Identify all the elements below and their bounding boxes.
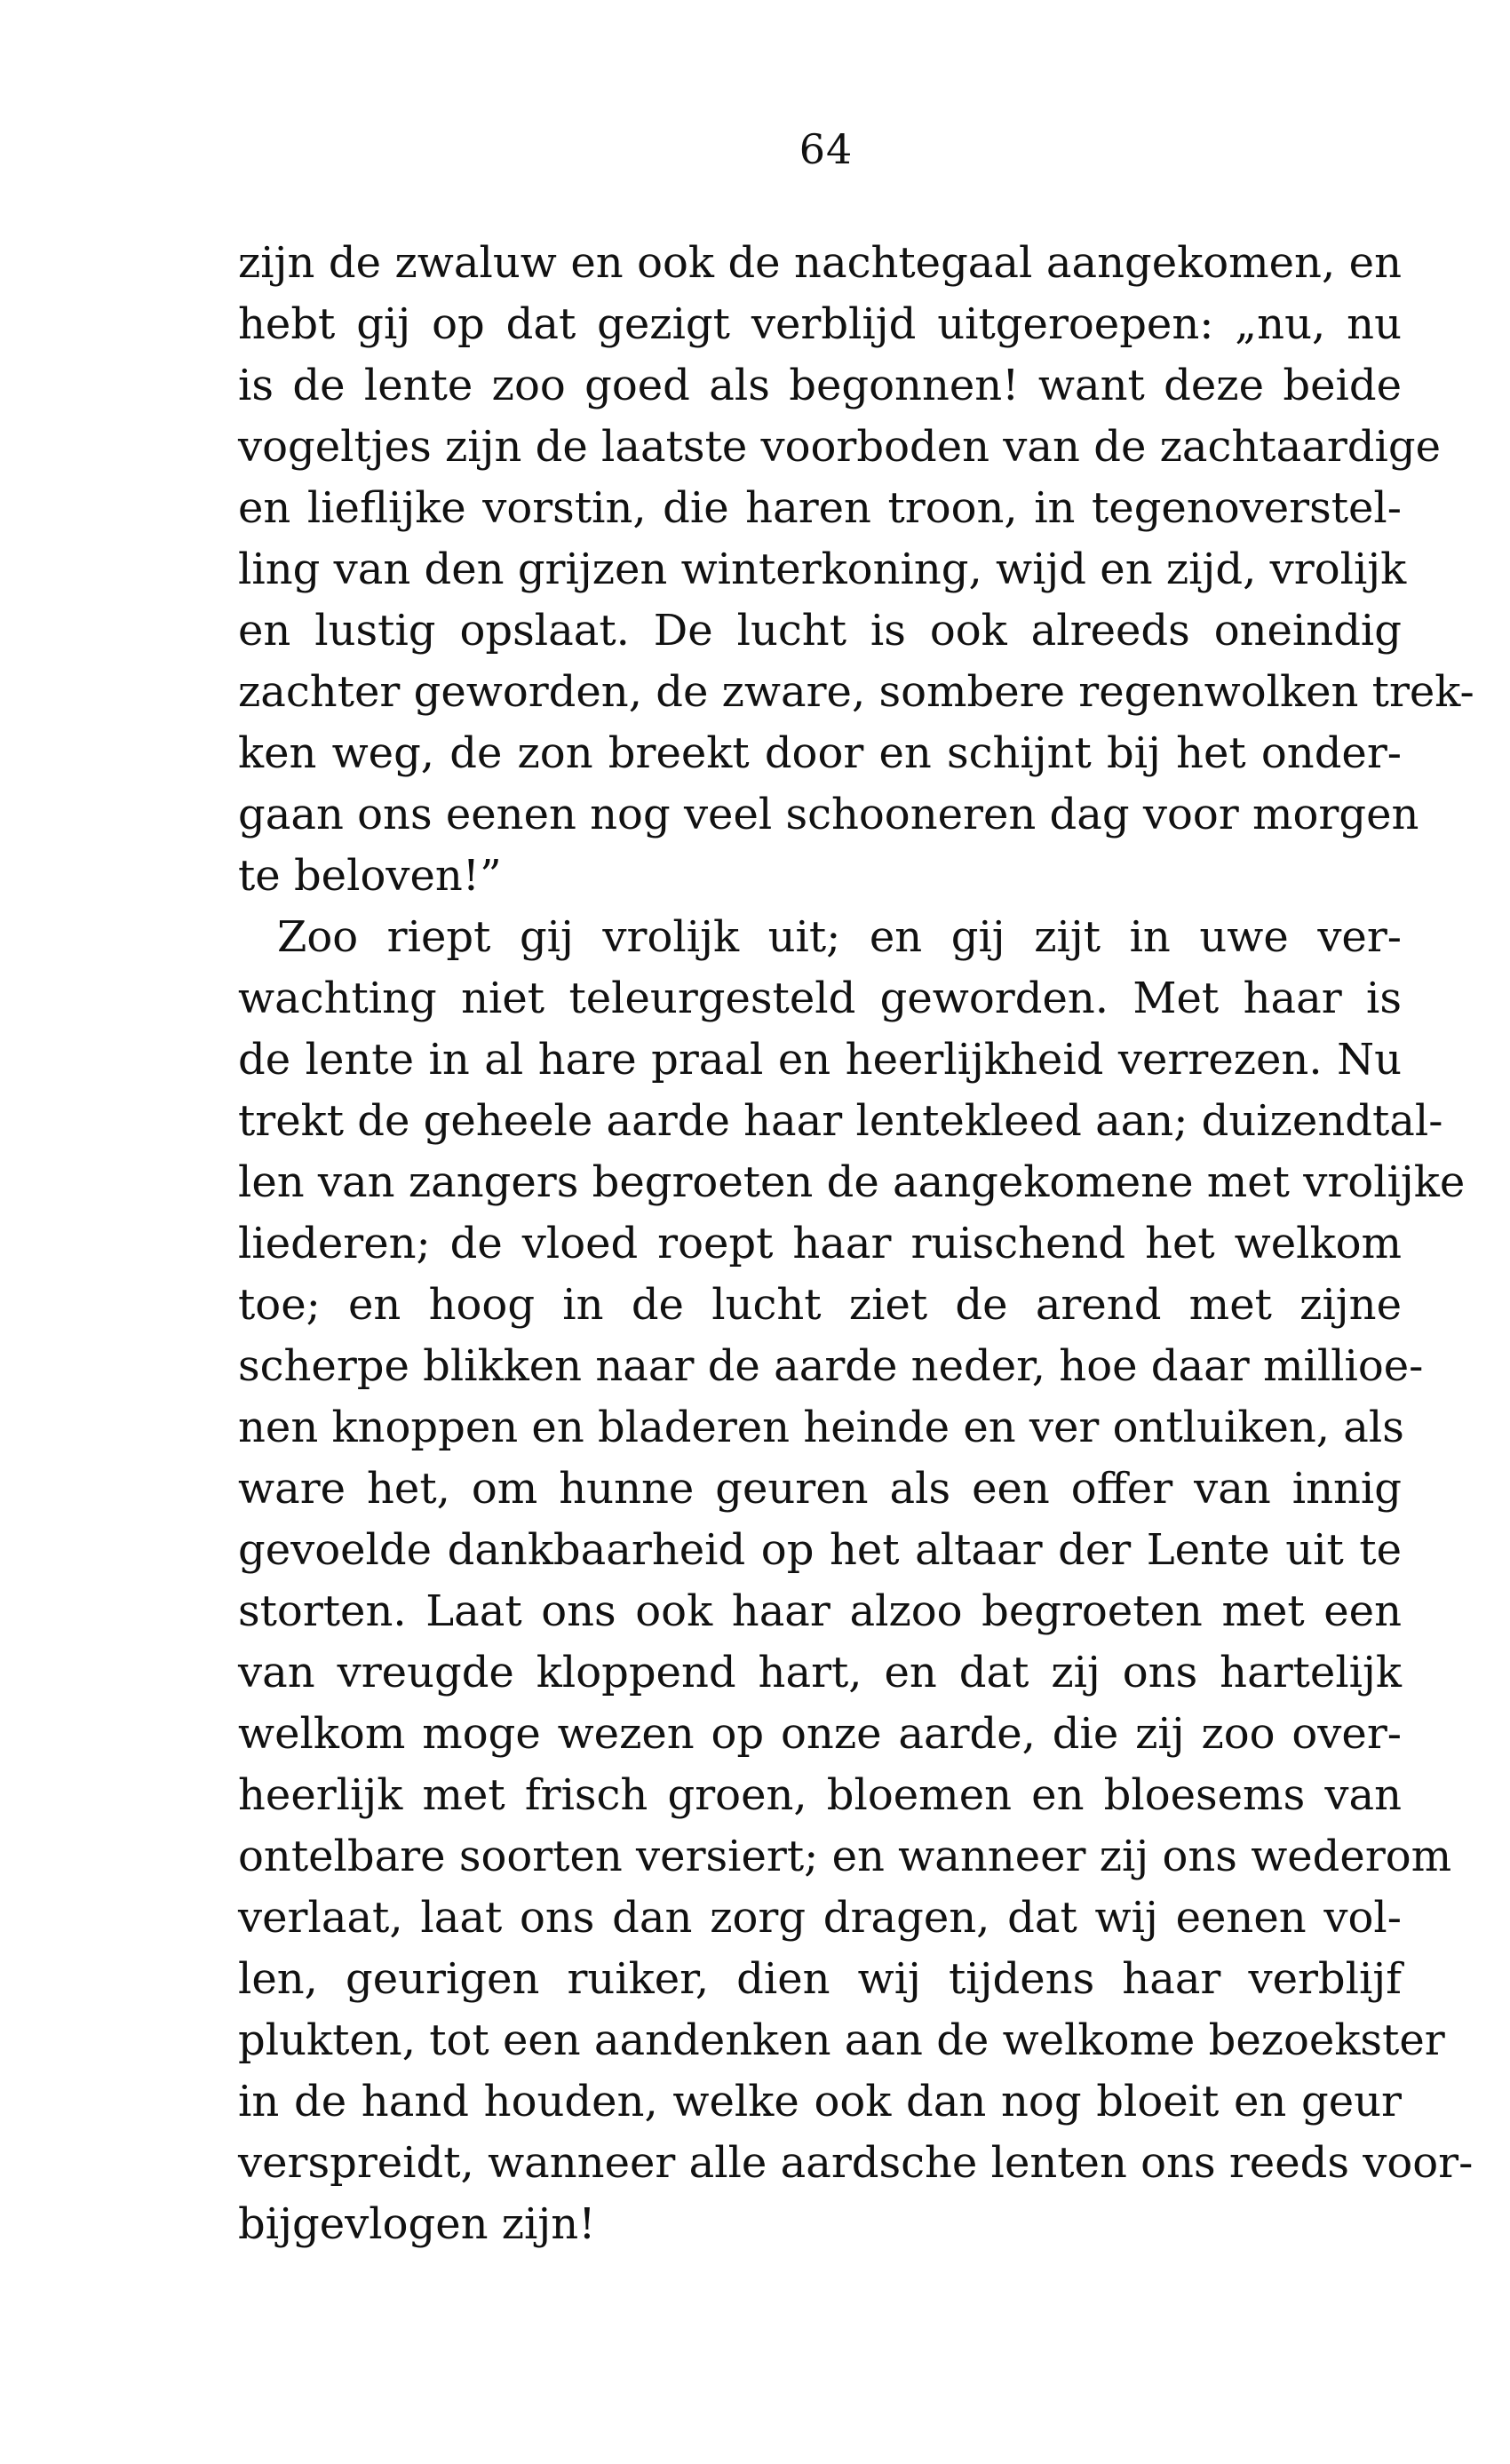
text-line: wachting niet teleurgesteld geworden. Met haar is [238, 974, 1402, 1023]
text-line: en lustig opslaat. De lucht is ook alreeds oneindig [238, 606, 1402, 656]
text-line: len van zangers begroeten de aangekomene met vrolijke [238, 1157, 1466, 1207]
text-line: verlaat, laat ons dan zorg dragen, dat wij eenen vol- [238, 1893, 1402, 1943]
page-number: 64 [799, 125, 854, 173]
text-line: bijgevlogen zijn! [238, 2199, 596, 2249]
body-text [238, 233, 1474, 2255]
text-line: scherpe blikken naar de aarde neder, hoe daar millioe- [238, 1341, 1424, 1391]
text-line: de lente in al hare praal en heerlijkheid verrezen. Nu [238, 1035, 1402, 1085]
text-line: heerlijk met frisch groen, bloemen en bloesems van [238, 1770, 1402, 1820]
text-line: te beloven!” [238, 851, 502, 901]
text-line: ken weg, de zon breekt door en schijnt bij het onder- [238, 728, 1402, 778]
text-line: liederen; de vloed roept haar ruischend het welkom [238, 1219, 1402, 1268]
text-line: ling van den grijzen winterkoning, wijd en zijd, vrolijk [238, 544, 1407, 594]
text-line: len, geurigen ruiker, dien wij tijdens haar verblijf [238, 1954, 1402, 2004]
text-line: van vreugde kloppend hart, en dat zij ons hartelijk [238, 1648, 1402, 1697]
text-line: nen knoppen en bladeren heinde en ver ontluiken, als [238, 1403, 1404, 1452]
paragraph-2 [238, 907, 1474, 2255]
text-line: vogeltjes zijn de laatste voorboden van de zachtaardige [238, 422, 1441, 472]
text-line: storten. Laat ons ook haar alzoo begroeten met een [238, 1586, 1402, 1636]
text-line: hebt gij op dat gezigt verblijd uitgeroepen: „nu, nu [238, 299, 1402, 349]
text-line: en lieflijke vorstin, die haren troon, in tegenoverstel- [238, 483, 1402, 533]
text-line: welkom moge wezen op onze aarde, die zij zoo over- [238, 1709, 1402, 1759]
text-line: Zoo riept gij vrolijk uit; en gij zijt in uwe ver- [277, 912, 1402, 962]
text-line: trekt de geheele aarde haar lentekleed aan; duizendtal- [238, 1096, 1443, 1146]
text-line: plukten, tot een aandenken aan de welkome bezoekster [238, 2015, 1445, 2065]
text-line: gevoelde dankbaarheid op het altaar der Lente uit te [238, 1525, 1402, 1575]
text-line: is de lente zoo goed als begonnen! want deze beide [238, 361, 1402, 410]
text-line: in de hand houden, welke ook dan nog bloeit en geur [238, 2077, 1402, 2126]
text-line: ontelbare soorten versiert; en wanneer zij ons wederom [238, 1832, 1452, 1881]
text-line: ware het, om hunne geuren als een offer van innig [238, 1464, 1402, 1514]
text-line: gaan ons eenen nog veel schooneren dag voor morgen [238, 790, 1419, 839]
text-line: zijn de zwaluw en ook de nachtegaal aangekomen, en [238, 238, 1402, 288]
text-line: zachter geworden, de zware, sombere regenwolken trek- [238, 667, 1474, 717]
text-line: toe; en hoog in de lucht ziet de arend met zijne [238, 1280, 1402, 1330]
text-line: verspreidt, wanneer alle aardsche lenten ons reeds voor- [238, 2138, 1474, 2188]
paragraph-1 [238, 233, 1474, 907]
